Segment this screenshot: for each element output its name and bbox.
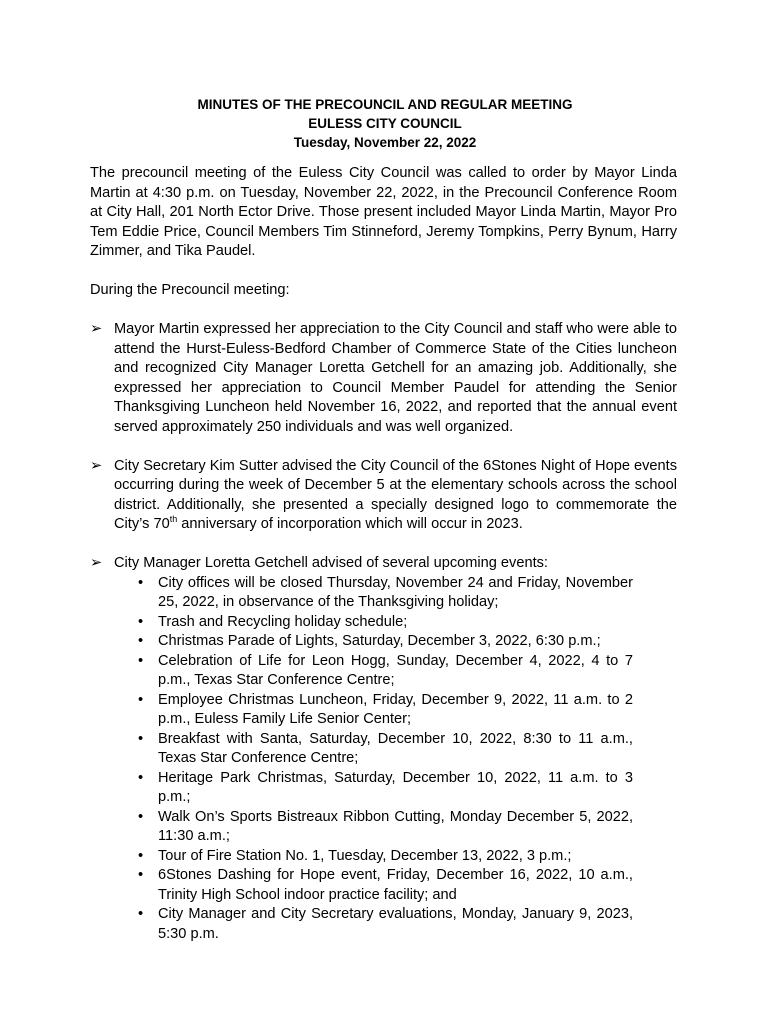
item-text: City Manager Loretta Getchell advised of several upcoming events: <box>114 555 548 571</box>
event-item <box>90 847 677 867</box>
dot-bullet-icon: • <box>138 574 144 591</box>
event-text: City Manager and City Secretary evaluations, Monday, January 9, 2023, 5:30 p.m. <box>158 906 633 942</box>
item-text-part: City Secretary Kim Sutter advised the City Council of the 6Stones Night of Hope events occurring during the week of December 5 at the elementary schools across the school district. Additionally, she presented a specially designed logo to commemorate the City’s 70 <box>114 457 677 532</box>
event-text: Tour of Fire Station No. 1, Tuesday, December 13, 2022, 3 p.m.; <box>158 847 572 864</box>
event-text: Heritage Park Christmas, Saturday, December 10, 2022, 11 a.m. to 3 p.m.; <box>158 769 633 805</box>
event-item <box>90 613 677 633</box>
event-text: Trash and Recycling holiday schedule; <box>158 613 408 630</box>
document-header <box>0 95 770 152</box>
event-item <box>90 866 677 905</box>
event-item <box>90 691 677 730</box>
event-text: City offices will be closed Thursday, November 24 and Friday, November 25, 2022, in observance of the Thanksgiving holiday; <box>158 574 633 610</box>
item-text <box>114 458 677 533</box>
dot-bullet-icon: • <box>138 808 144 825</box>
event-item <box>90 632 677 652</box>
item-text: Mayor Martin expressed her appreciation to the City Council and staff who were able to attend the Hurst-Euless-Bedford Chamber of Commerce State of the Cities luncheon and recognized City Manager Loretta Getchell for an amazing job. Additionally, she expressed her appreciation to Council Member Paudel for attending the Senior Thanksgiving Luncheon held November 16, 2022, and reported that the annual event served approximately 250 individuals and was well organized. <box>114 321 677 435</box>
intro-paragraph: The precouncil meeting of the Euless City Council was called to order by Mayor Linda Martin at 4:30 p.m. on Tuesday, November 22, 2022, in the Precouncil Conference Room at City Hall, 201 North Ector Drive. Those present included Mayor Linda Martin, Mayor Pro Tem Eddie Price, Council Members Tim Stinneford, Jeremy Tompkins, Perry Bynum, Harry Zimmer, and Tika Paudel. <box>90 165 677 259</box>
dot-bullet-icon: • <box>138 847 144 864</box>
header-title: MINUTES OF THE PRECOUNCIL AND REGULAR MEETING <box>197 97 573 112</box>
arrow-bullet-icon: ➢ <box>90 457 103 474</box>
header-date: Tuesday, November 22, 2022 <box>293 135 477 150</box>
event-text: Celebration of Life for Leon Hogg, Sunday, December 4, 2022, 4 to 7 p.m., Texas Star Conference Centre; <box>158 652 633 688</box>
events-list <box>90 574 677 945</box>
arrow-bullet-icon: ➢ <box>90 321 103 337</box>
document-body <box>90 164 677 944</box>
event-text: Walk On’s Sports Bistreaux Ribbon Cutting, Monday December 5, 2022, 11:30 a.m.; <box>158 808 633 844</box>
event-text: Breakfast with Santa, Saturday, December 10, 2022, 8:30 to 11 a.m., Texas Star Conference Centre; <box>158 730 633 766</box>
list-item <box>90 457 677 535</box>
dot-bullet-icon: • <box>138 906 144 922</box>
list-item <box>90 554 677 574</box>
dot-bullet-icon: • <box>138 867 144 883</box>
item-text-part: anniversary of incorporation which will occur in 2023. <box>177 516 523 532</box>
event-item <box>90 808 677 847</box>
event-item <box>90 574 677 613</box>
dot-bullet-icon: • <box>138 730 144 747</box>
dot-bullet-icon: • <box>138 691 144 708</box>
dot-bullet-icon: • <box>138 769 144 786</box>
header-council: EULESS CITY COUNCIL <box>308 116 462 131</box>
dot-bullet-icon: • <box>138 652 144 669</box>
superscript: th <box>169 514 178 525</box>
arrow-bullet-icon: ➢ <box>90 555 103 571</box>
event-item <box>90 769 677 808</box>
list-item <box>90 320 677 437</box>
event-text: 6Stones Dashing for Hope event, Friday, December 16, 2022, 10 a.m., Trinity High School indoor practice facility; and <box>158 867 633 903</box>
event-item <box>90 652 677 691</box>
event-item <box>90 905 677 944</box>
event-item <box>90 730 677 769</box>
event-text: Christmas Parade of Lights, Saturday, December 3, 2022, 6:30 p.m.; <box>158 633 601 649</box>
during-heading: During the Precouncil meeting: <box>90 282 290 298</box>
dot-bullet-icon: • <box>138 613 144 630</box>
event-text: Employee Christmas Luncheon, Friday, December 9, 2022, 11 a.m. to 2 p.m., Euless Family Life Senior Center; <box>158 691 633 727</box>
dot-bullet-icon: • <box>138 633 144 649</box>
